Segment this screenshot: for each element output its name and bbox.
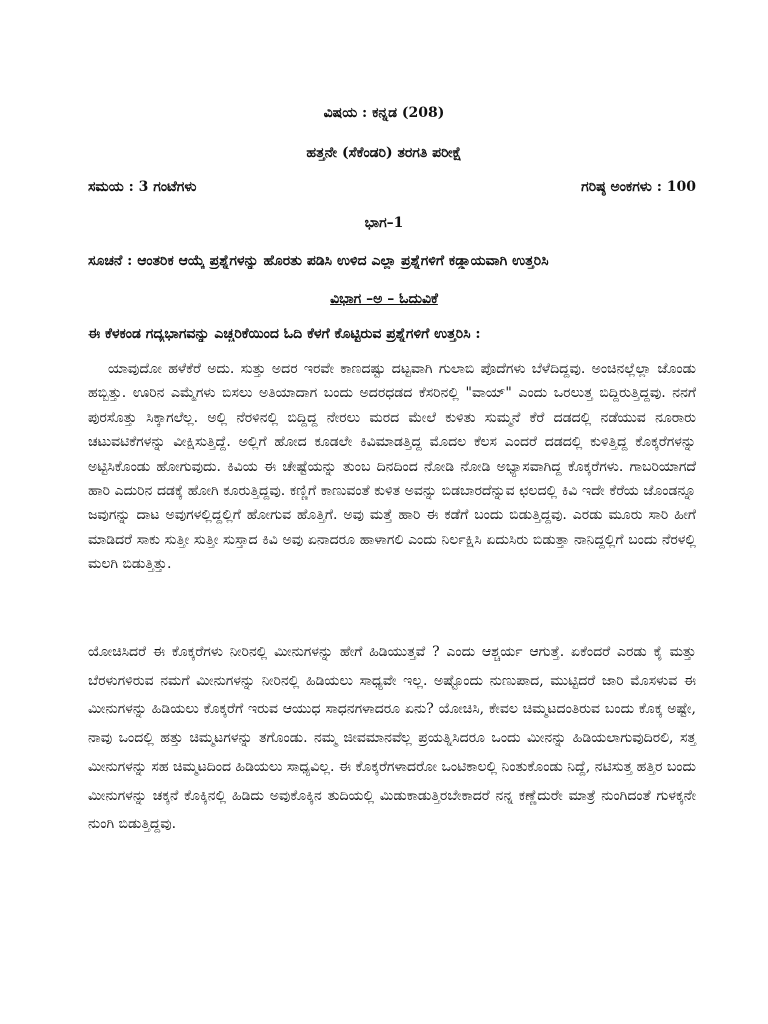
instruction-line: ಸೂಚನೆ : ಆಂತರಿಕ ಆಯ್ಕೆ ಪ್ರಶ್ನೆಗಳನ್ನು ಹೊರತು ಪಡಿಸಿ ಉಳಿದ ಎಲ್ಲಾ ಪ್ರಶ್ನೆಗಳಿಗೆ ಕಡ್ಡಾಯವಾಗಿ ಉತ್ತರಿಸಿ bbox=[88, 253, 549, 269]
subject-heading: ವಿಷಯ : ಕನ್ನಡ (208) bbox=[323, 105, 445, 121]
time-marks-row bbox=[88, 179, 696, 195]
duration-label: ಸಮಯ : 3 ಗಂಟೆಗಳು bbox=[88, 179, 197, 195]
reading-directive: ಈ ಕೆಳಕಂಡ ಗದ್ಯಭಾಗವನ್ನು ಎಚ್ಚರಿಕೆಯಿಂದ ಓದಿ ಕೆಳಗೆ ಕೊಟ್ಟಿರುವ ಪ್ರಶ್ನೆಗಳಿಗೆ ಉತ್ತರಿಸಿ : bbox=[88, 326, 481, 342]
passage-paragraph-1: ಯಾವುದೋ ಹಳೆಕೆರೆ ಅದು. ಸುತ್ತು ಅದರ ಇರವೇ ಕಾಣದಷ್ಟು ದಟ್ಟವಾಗಿ ಗುಲಾಬಿ ಪೊದೆಗಳು ಬೆಳೆದಿದ್ದವು. ಅಂಚಿನಲ್ಲೆಲ್ಲಾ ಜೊಂಡು ಹಬ್ಬಿತ್ತು. ಊರಿನ ಎಮ್ಮೆಗಳು ಬಿಸಲು ಅತಿಯಾದಾಗ ಬಂದು ಅದರಧಡದ ಕೆಸರಿನಲ್ಲಿ "ವಾಯ್" ಎಂದು ಒರಲುತ್ತ ಬಿದ್ದಿರುತ್ತಿದ್ದವು. ನನಗೆ ಪುರಸೊತ್ತು ಸಿಕ್ಕಾಗಲೆಲ್ಲ. ಅಲ್ಲಿ ನೆರಳಿನಲ್ಲಿ ಬಿದ್ದಿದ್ದ ನೇರಲು ಮರದ ಮೇಲೆ ಕುಳಿತು ಸುಮ್ಮನೆ ಕೆರೆ ದಡದಲ್ಲಿ ನಡೆಯುವ ನೂರಾರು ಚಟುವಟಿಕೆಗಳನ್ನು ವೀಕ್ಷಿಸುತ್ತಿದ್ದೆ. ಅಲ್ಲಿಗೆ ಹೋದ ಕೂಡಲೇ ಕಿವಿಮಾಡತ್ತಿದ್ದ ಮೊದಲ ಕೆಲಸ ಎಂದರೆ ದಡದಲ್ಲಿ ಕುಳಿತ್ತಿದ್ದ ಕೊಕ್ಕರೆಗಳನ್ನು ಅಟ್ಟಿಸಿಕೊಂಡು ಹೋಗುವುದು. ಕಿವಿಯ ಈ ಚೇಷ್ಟೆಯನ್ನು ತುಂಬ ದಿನದಿಂದ ನೋಡಿ ನೋಡಿ ಅಭ್ಯಾಸವಾಗಿದ್ದ ಕೊಕ್ಕರೆಗಳು. ಗಾಬರಿಯಾಗದೆ ಹಾರಿ ಎದುರಿನ ದಡಕ್ಕೆ ಹೋಗಿ ಕೂರುತ್ತಿದ್ದವು. ಕಣ್ಣಿಗೆ ಕಾಣುವಂತೆ ಕುಳಿತ ಅವನ್ನು ಬಿಡಬಾರದೆನ್ನುವ ಛಲದಲ್ಲಿ ಕಿವಿ ಇದೇ ಕೆರೆಯ ಜೊಂಡನ್ನೂ ಜವುಗನ್ನು ದಾಟ ಅವುಗಳಲ್ಲಿದ್ದಲ್ಲಿಗೆ ಹೋಗುವ ಹೊತ್ತಿಗೆ. ಅವು ಮತ್ತೆ ಹಾರಿ ಈ ಕಡೆಗೆ ಬಂದು ಬಿಡುತ್ತಿದ್ದವು. ಎರಡು ಮೂರು ಸಾರಿ ಹೀಗೆ ಮಾಡಿದರೆ ಸಾಕು ಸುತ್ತೀ ಸುತ್ತೀ ಸುಸ್ತಾದ ಕಿವಿ ಅವು ಏನಾದರೂ ಹಾಳಾಗಲಿ ಎಂದು ನಿರ್ಲಕ್ಷಿಸಿ ಏದುಸಿರು ಬಿಡುತ್ತಾ ನಾನಿದ್ದಲ್ಲಿಗೆ ಬಂದು ನೆರಳಲ್ಲಿ ಮಲಗಿ ಬಿಡುತ್ತಿತ್ತು. bbox=[88, 361, 696, 573]
exam-title: ಹತ್ತನೇ (ಸೆಕೆಂಡರಿ) ತರಗತಿ ಪರೀಕ್ಷೆ bbox=[306, 145, 462, 161]
max-marks-label: ಗರಿಷ್ಠ ಅಂಕಗಳು : 100 bbox=[581, 179, 696, 195]
part-heading: ಭಾಗ–1 bbox=[364, 215, 404, 231]
section-title: ವಿಭಾಗ –ಅ – ಓದುವಿಕೆ bbox=[330, 291, 438, 307]
passage-paragraph-2: ಯೋಚಿಸಿದರೆ ಈ ಕೊಕ್ಕರೆಗಳು ನೀರಿನಲ್ಲಿ ಮೀನುಗಳನ್ನು ಹೇಗೆ ಹಿಡಿಯುತ್ತವೆ ? ಎಂದು ಆಶ್ಚರ್ಯ ಆಗುತ್ತೆ. ಏಕೆಂದರೆ ಎರಡು ಕೈ ಮತ್ತು ಬೆರಳುಗಳಿರುವ ನಮಗೆ ಮೀನುಗಳನ್ನು ನೀರಿನಲ್ಲಿ ಹಿಡಿಯಲು ಸಾಧ್ಯವೇ ಇಲ್ಲ. ಅಷ್ಟೊಂದು ನುಣುಪಾದ, ಮುಟ್ಟಿದರೆ ಜಾರಿ ಮೊಸಳುವ ಈ ಮೀನುಗಳನ್ನು ಹಿಡಿಯಲು ಕೊಕ್ಕರೆಗೆ ಇರುವ ಆಯುಧ ಸಾಧನಗಳಾದರೂ ಏನು? ಯೋಚಿಸಿ, ಕೇವಲ ಚಿಮ್ಮಟದಂತಿರುವ ಬಂದು ಕೊಕ್ಕ ಅಷ್ಟೇ, ನಾವು ಒಂದಲ್ಲಿ ಹತ್ತು ಚಿಮ್ಮಟಗಳನ್ನು ತಗೊಂಡು. ನಮ್ಮ ಜೀವಮಾನವೆಲ್ಲ ಪ್ರಯತ್ನಿಸಿದರೂ ಒಂದು ಮೀನನ್ನು ಹಿಡಿಯಲಾಗುವುದಿರಲಿ, ಸತ್ತ ಮೀನುಗಳನ್ನು ಸಹ ಚಿಮ್ಮಟದಿಂದ ಹಿಡಿಯಲು ಸಾಧ್ಯವಿಲ್ಲ. ಈ ಕೊಕ್ಕರೆಗಳಾದರೋ ಒಂಟಿಕಾಲಲ್ಲಿ ನಿಂತುಕೊಂಡು ನಿದ್ದೆ, ನಟಿಸುತ್ತ ಹತ್ತಿರ ಬಂದು ಮೀನುಗಳನ್ನು ಚಕ್ಕನೆ ಕೊಕ್ಕಿನಲ್ಲಿ ಹಿಡಿದು ಅವುಕೊಕ್ಕಿನ ತುದಿಯಲ್ಲಿ ಮಿಡುಕಾಡುತ್ತಿರಬೇಕಾದರೆ ನನ್ನ ಕಣ್ಣೆದುರೇ ಮಾತ್ರೆ ನುಂಗಿದಂತೆ ಗುಳಕ್ಕನೇ ನುಂಗಿ ಬಿಡುತ್ತಿದ್ದವು. bbox=[88, 644, 697, 833]
